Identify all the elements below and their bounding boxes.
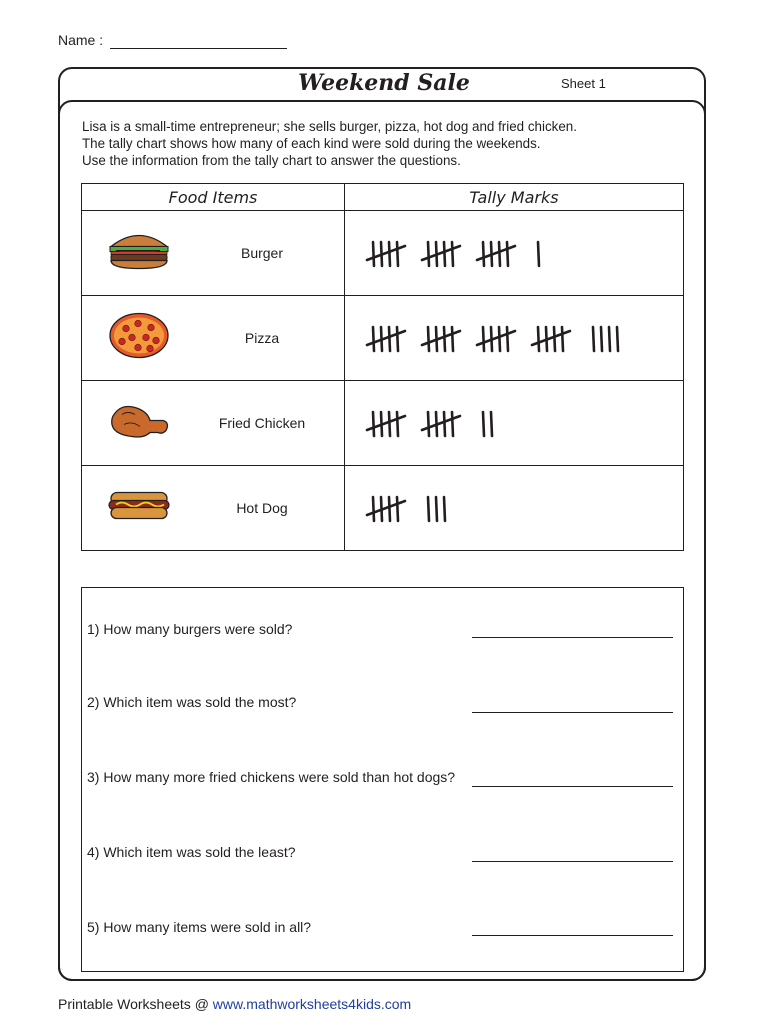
sheet-label: Sheet 1 xyxy=(561,76,606,91)
tally-stroke xyxy=(499,242,500,266)
tally-stroke xyxy=(428,242,429,266)
intro-line: Lisa is a small-time entrepreneur; she sells burger, pizza, hot dog and fried chicken. xyxy=(82,119,577,134)
tally-stroke xyxy=(428,497,429,521)
question-4: 4) Which item was sold the least? xyxy=(87,844,296,860)
tally-stroke xyxy=(373,327,374,351)
worksheet-title: Weekend Sale xyxy=(298,70,470,96)
tally-stroke xyxy=(428,327,429,351)
tally-stroke xyxy=(389,242,390,266)
answer-line-5[interactable] xyxy=(472,935,673,936)
tally-stroke xyxy=(373,497,374,521)
food-name: Fried Chicken xyxy=(218,415,306,431)
tally-stroke xyxy=(491,412,492,436)
tally-stroke xyxy=(436,497,437,521)
food-name: Burger xyxy=(240,245,284,261)
tally-stroke xyxy=(452,327,453,351)
tally-stroke xyxy=(452,412,453,436)
name-label: Name : xyxy=(58,32,104,48)
fried-chicken-icon xyxy=(108,401,170,446)
tally-stroke xyxy=(593,327,594,351)
tally-stroke xyxy=(389,497,390,521)
food-items-header: Food Items xyxy=(82,184,345,211)
table-row xyxy=(82,466,684,551)
tally-table xyxy=(81,183,684,551)
question-5: 5) How many items were sold in all? xyxy=(87,919,312,935)
footer-label: Printable Worksheets @ xyxy=(58,996,209,1012)
tally-stroke xyxy=(507,242,508,266)
tally-stroke xyxy=(499,327,500,351)
answer-line-1[interactable] xyxy=(472,637,673,638)
tally-stroke xyxy=(562,327,563,351)
tally-marks xyxy=(365,228,665,278)
food-cell xyxy=(82,296,345,381)
answer-line-3[interactable] xyxy=(472,786,673,787)
tally-stroke xyxy=(538,327,539,351)
tally-stroke xyxy=(507,327,508,351)
name-field[interactable] xyxy=(110,48,287,49)
tally-stroke xyxy=(389,327,390,351)
food-cell xyxy=(82,211,345,296)
table-row xyxy=(82,381,684,466)
question-3: 3) How many more fried chickens were sold than hot dogs? xyxy=(87,769,456,785)
food-name: Hot Dog xyxy=(236,500,288,516)
tally-table-header xyxy=(82,184,684,211)
hot-dog-icon xyxy=(108,489,170,528)
tally-stroke xyxy=(609,327,610,351)
tally-stroke xyxy=(452,242,453,266)
tally-stroke xyxy=(444,497,445,521)
footer xyxy=(58,996,411,1012)
tally-stroke xyxy=(483,412,484,436)
tally-stroke xyxy=(373,242,374,266)
tally-stroke xyxy=(617,327,618,351)
question-1: 1) How many burgers were sold? xyxy=(87,621,293,637)
tally-stroke xyxy=(428,412,429,436)
tally-marks-header: Tally Marks xyxy=(345,184,684,211)
table-row xyxy=(82,296,684,381)
tally-stroke xyxy=(373,412,374,436)
burger-icon xyxy=(108,231,170,276)
tally-stroke xyxy=(397,242,398,266)
tally-stroke xyxy=(397,497,398,521)
footer-link[interactable]: www.mathworksheets4kids.com xyxy=(212,996,412,1012)
intro-text xyxy=(82,118,577,169)
tally-stroke xyxy=(389,412,390,436)
table-row xyxy=(82,211,684,296)
tally-stroke xyxy=(601,327,602,351)
tally-marks xyxy=(365,313,665,363)
intro-line: The tally chart shows how many of each kind were sold during the weekends. xyxy=(82,136,541,151)
food-cell xyxy=(82,466,345,551)
answer-line-4[interactable] xyxy=(472,861,673,862)
tally-stroke xyxy=(444,327,445,351)
pizza-icon xyxy=(108,311,170,366)
intro-line: Use the information from the tally chart to answer the questions. xyxy=(82,153,461,168)
tally-stroke xyxy=(397,412,398,436)
tally-marks xyxy=(365,398,665,448)
tally-stroke xyxy=(483,242,484,266)
answer-line-2[interactable] xyxy=(472,712,673,713)
tally-stroke xyxy=(444,242,445,266)
question-2: 2) Which item was sold the most? xyxy=(87,694,297,710)
tally-cell xyxy=(345,381,684,466)
tally-cell xyxy=(345,211,684,296)
tally-marks xyxy=(365,483,665,533)
tally-stroke xyxy=(483,327,484,351)
food-cell xyxy=(82,381,345,466)
tally-stroke xyxy=(538,242,539,266)
food-name: Pizza xyxy=(244,330,280,346)
tally-stroke xyxy=(554,327,555,351)
tally-cell xyxy=(345,466,684,551)
tally-cell xyxy=(345,296,684,381)
tally-stroke xyxy=(444,412,445,436)
tally-stroke xyxy=(397,327,398,351)
